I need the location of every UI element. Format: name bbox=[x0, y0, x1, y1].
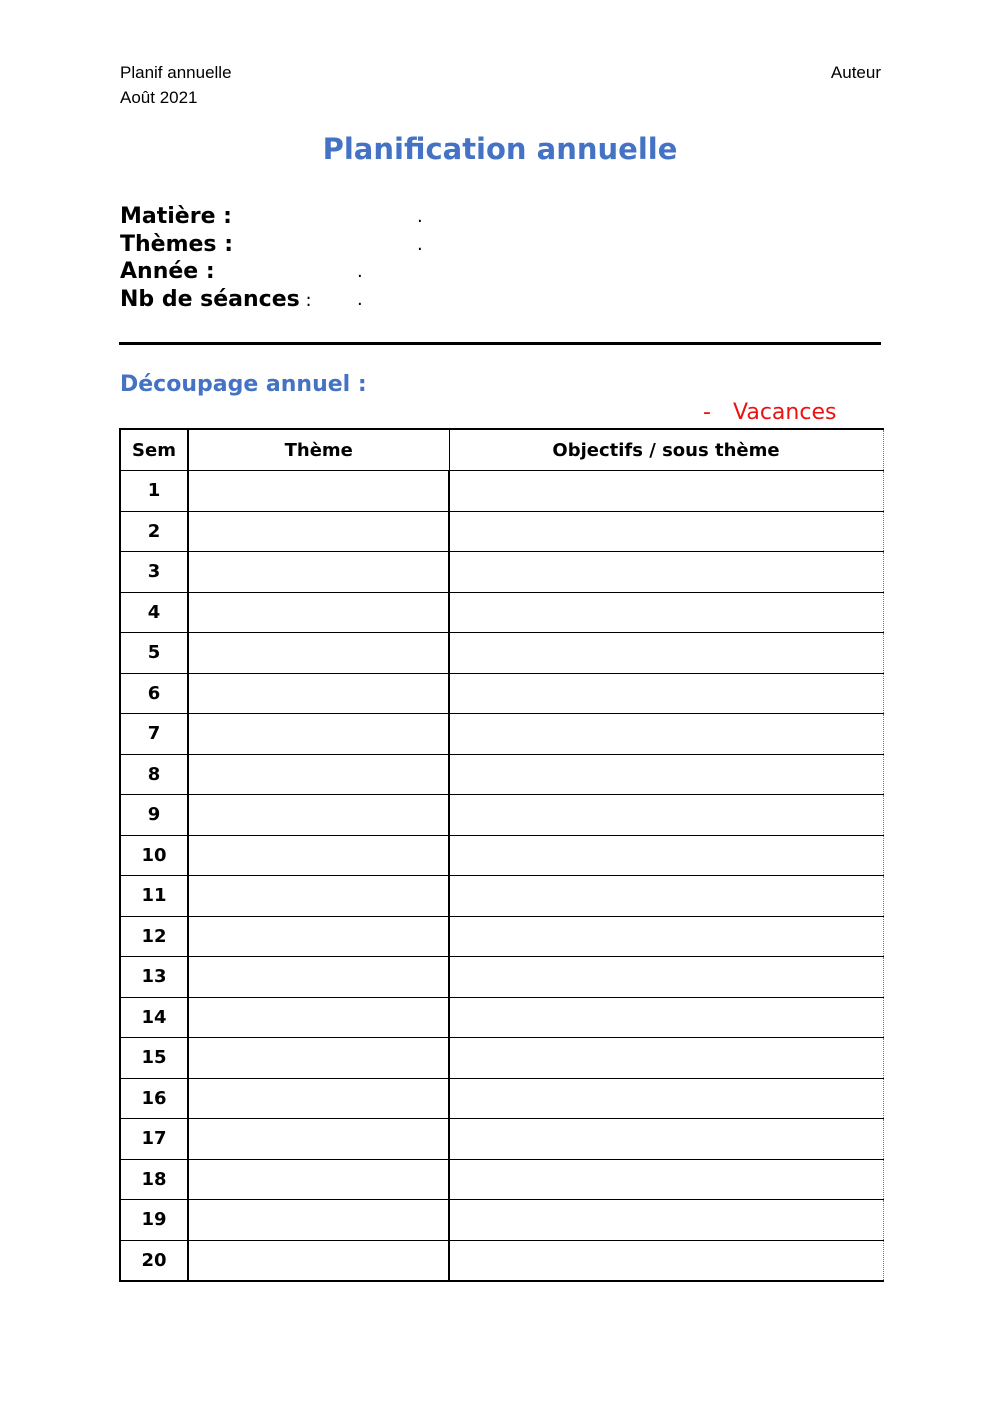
week-number-cell: 6 bbox=[120, 673, 188, 714]
legend-label: Vacances bbox=[733, 400, 837, 425]
week-number-cell: 18 bbox=[120, 1159, 188, 1200]
week-number-cell: 16 bbox=[120, 1078, 188, 1119]
week-number-cell: 1 bbox=[120, 471, 188, 512]
theme-cell[interactable] bbox=[188, 592, 449, 633]
table-row bbox=[120, 592, 883, 633]
table-body bbox=[120, 471, 883, 1282]
theme-cell[interactable] bbox=[188, 876, 449, 917]
week-number-cell: 5 bbox=[120, 633, 188, 674]
info-dot: . bbox=[357, 288, 363, 310]
header-left bbox=[120, 60, 232, 110]
info-block bbox=[120, 203, 423, 313]
objectives-cell[interactable] bbox=[449, 957, 883, 998]
objectives-cell[interactable] bbox=[449, 754, 883, 795]
info-label: Thèmes : bbox=[120, 231, 233, 257]
table-row bbox=[120, 552, 883, 593]
legend-dash: - bbox=[703, 400, 711, 425]
week-number-cell: 11 bbox=[120, 876, 188, 917]
objectives-cell[interactable] bbox=[449, 552, 883, 593]
info-dot: . bbox=[417, 233, 423, 255]
table-row bbox=[120, 754, 883, 795]
column-header-theme: Thème bbox=[188, 429, 449, 471]
table-row bbox=[120, 957, 883, 998]
week-number-cell: 14 bbox=[120, 997, 188, 1038]
theme-cell[interactable] bbox=[188, 1119, 449, 1160]
info-suffix: : bbox=[299, 289, 312, 311]
info-dot: . bbox=[357, 261, 363, 282]
week-number-cell: 2 bbox=[120, 511, 188, 552]
objectives-cell[interactable] bbox=[449, 876, 883, 917]
theme-cell[interactable] bbox=[188, 795, 449, 836]
week-number-cell: 4 bbox=[120, 592, 188, 633]
table-row bbox=[120, 714, 883, 755]
objectives-cell[interactable] bbox=[449, 471, 883, 512]
table-row bbox=[120, 673, 883, 714]
objectives-cell[interactable] bbox=[449, 1078, 883, 1119]
table-row bbox=[120, 511, 883, 552]
theme-cell[interactable] bbox=[188, 511, 449, 552]
table-row bbox=[120, 471, 883, 512]
theme-cell[interactable] bbox=[188, 1078, 449, 1119]
objectives-cell[interactable] bbox=[449, 1200, 883, 1241]
objectives-cell[interactable] bbox=[449, 1119, 883, 1160]
info-row-themes bbox=[120, 231, 423, 259]
week-number-cell: 17 bbox=[120, 1119, 188, 1160]
week-number-cell: 15 bbox=[120, 1038, 188, 1079]
table-row bbox=[120, 1038, 883, 1079]
objectives-cell[interactable] bbox=[449, 1159, 883, 1200]
week-number-cell: 19 bbox=[120, 1200, 188, 1241]
week-number-cell: 10 bbox=[120, 835, 188, 876]
week-number-cell: 8 bbox=[120, 754, 188, 795]
vacation-legend bbox=[703, 400, 836, 425]
table-row bbox=[120, 1240, 883, 1281]
objectives-cell[interactable] bbox=[449, 1240, 883, 1281]
table-row bbox=[120, 1159, 883, 1200]
objectives-cell[interactable] bbox=[449, 714, 883, 755]
theme-cell[interactable] bbox=[188, 1159, 449, 1200]
theme-cell[interactable] bbox=[188, 754, 449, 795]
table-header-row bbox=[120, 429, 883, 471]
theme-cell[interactable] bbox=[188, 471, 449, 512]
objectives-cell[interactable] bbox=[449, 997, 883, 1038]
table-row bbox=[120, 1200, 883, 1241]
objectives-cell[interactable] bbox=[449, 592, 883, 633]
horizontal-rule bbox=[119, 342, 881, 345]
table-row bbox=[120, 997, 883, 1038]
table-row bbox=[120, 835, 883, 876]
column-header-sem: Sem bbox=[120, 429, 188, 471]
header-author: Auteur bbox=[830, 63, 881, 82]
planning-table bbox=[119, 428, 884, 1282]
theme-cell[interactable] bbox=[188, 633, 449, 674]
column-header-objectifs: Objectifs / sous thème bbox=[449, 429, 883, 471]
info-label: Année : bbox=[120, 259, 215, 284]
info-row-annee bbox=[120, 258, 363, 286]
info-dot: . bbox=[417, 206, 423, 227]
theme-cell[interactable] bbox=[188, 1200, 449, 1241]
objectives-cell[interactable] bbox=[449, 835, 883, 876]
objectives-cell[interactable] bbox=[449, 673, 883, 714]
info-label: Matière : bbox=[120, 204, 232, 229]
theme-cell[interactable] bbox=[188, 835, 449, 876]
page-title: Planification annuelle bbox=[322, 132, 678, 166]
objectives-cell[interactable] bbox=[449, 1038, 883, 1079]
table-row bbox=[120, 876, 883, 917]
theme-cell[interactable] bbox=[188, 916, 449, 957]
header-doc-name: Planif annuelle bbox=[120, 63, 232, 82]
objectives-cell[interactable] bbox=[449, 511, 883, 552]
objectives-cell[interactable] bbox=[449, 795, 883, 836]
info-label: Nb de séances bbox=[120, 286, 300, 312]
theme-cell[interactable] bbox=[188, 1038, 449, 1079]
theme-cell[interactable] bbox=[188, 714, 449, 755]
table-row bbox=[120, 916, 883, 957]
week-number-cell: 12 bbox=[120, 916, 188, 957]
week-number-cell: 9 bbox=[120, 795, 188, 836]
week-number-cell: 13 bbox=[120, 957, 188, 998]
table-row bbox=[120, 1119, 883, 1160]
table-row bbox=[120, 795, 883, 836]
header-date: Août 2021 bbox=[120, 88, 198, 107]
theme-cell[interactable] bbox=[188, 673, 449, 714]
objectives-cell[interactable] bbox=[449, 916, 883, 957]
theme-cell[interactable] bbox=[188, 1240, 449, 1281]
theme-cell[interactable] bbox=[188, 552, 449, 593]
objectives-cell[interactable] bbox=[449, 633, 883, 674]
week-number-cell: 7 bbox=[120, 714, 188, 755]
info-row-matiere bbox=[120, 203, 423, 231]
table-row bbox=[120, 1078, 883, 1119]
table-row bbox=[120, 633, 883, 674]
section-title: Découpage annuel : bbox=[120, 372, 367, 397]
info-row-seances bbox=[120, 286, 363, 314]
week-number-cell: 20 bbox=[120, 1240, 188, 1281]
theme-cell[interactable] bbox=[188, 957, 449, 998]
week-number-cell: 3 bbox=[120, 552, 188, 593]
theme-cell[interactable] bbox=[188, 997, 449, 1038]
